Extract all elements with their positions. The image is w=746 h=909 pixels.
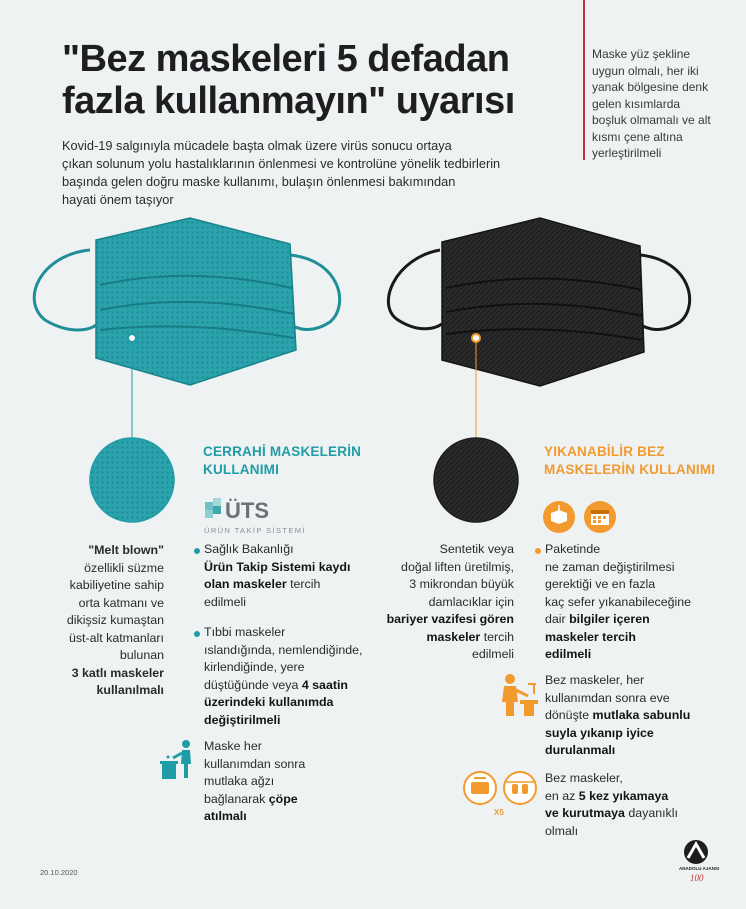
uts-subtitle: ÜRÜN TAKİP SİSTEMİ bbox=[204, 526, 306, 535]
side-note-line: uygun olmalı, her iki bbox=[592, 63, 699, 78]
x5-label: X5 bbox=[494, 808, 504, 817]
text-line: doğal liften üretilmiş, bbox=[401, 559, 514, 574]
text-bold: 5 kez yıkamaya bbox=[578, 788, 669, 803]
text-bold: durulanmalı bbox=[545, 743, 616, 757]
cloth-title-line: YIKANABİLİR BEZ bbox=[544, 444, 665, 459]
handwash-icon bbox=[498, 672, 540, 718]
text-bold: olan maskeler bbox=[204, 577, 287, 591]
melt-blown-line: bulunan bbox=[119, 648, 164, 662]
text-bold: maskeler bbox=[426, 629, 481, 644]
page-title bbox=[62, 38, 572, 122]
cloth-item-2 bbox=[545, 672, 735, 760]
side-note-line: kısmı çene altına bbox=[592, 129, 683, 144]
text-line: 3 mikrondan büyük bbox=[409, 577, 514, 591]
text-line: ne zaman değiştirilmesi bbox=[545, 559, 675, 574]
text-bold: atılmalı bbox=[204, 809, 247, 823]
melt-blown-line: 3 katlı maskeler bbox=[71, 665, 164, 680]
melt-blown-line: kabiliyetine sahip bbox=[69, 578, 164, 592]
surgical-title-line: CERRAHİ MASKELERİN bbox=[203, 444, 362, 459]
text-line: Maske her bbox=[204, 739, 262, 753]
dry-icon bbox=[504, 772, 536, 804]
text-line: bağlanarak bbox=[204, 791, 269, 806]
intro-line: başında gelen doğru maske kullanımı, bulaşın önlenmesi bakımından bbox=[62, 174, 456, 189]
text-line: kullanımdan sonra bbox=[204, 756, 306, 771]
text-line: gerektiği ve en fazla bbox=[545, 577, 656, 591]
text-line: olmalı bbox=[545, 823, 579, 838]
title-line-1: "Bez maskeleri 5 defadan bbox=[62, 38, 510, 80]
cloth-item-1 bbox=[545, 541, 735, 664]
melt-blown-line: özellikli süzme bbox=[84, 560, 164, 575]
text-line: edilmeli bbox=[471, 647, 514, 661]
uts-logo-text: ÜTS bbox=[225, 498, 269, 523]
surgical-item-2 bbox=[204, 624, 384, 729]
melt-blown-line: dikişsiz kumaştan bbox=[66, 613, 164, 627]
side-note-line: yanak bölgesine denk bbox=[592, 80, 709, 94]
melt-blown-text bbox=[40, 542, 164, 700]
text-line: kirlendiğinde, yere bbox=[204, 660, 305, 674]
text-line: tercih bbox=[480, 629, 514, 644]
surgical-item-1 bbox=[204, 541, 374, 611]
teal-fabric-zoom bbox=[90, 438, 174, 522]
text-bold: edilmeli bbox=[545, 647, 592, 661]
text-line: kaç sefer yıkanabileceğine bbox=[545, 594, 692, 609]
melt-blown-line: üst-alt katmanları bbox=[68, 630, 164, 645]
melt-blown-line: "Melt blown" bbox=[88, 543, 164, 557]
agency-name: ANADOLU AJANSI bbox=[679, 866, 720, 871]
text-line: Tıbbi maskeler bbox=[204, 625, 286, 639]
wash-dry-icons bbox=[462, 770, 538, 818]
side-note-line: gelen kısımlarda bbox=[592, 96, 681, 111]
masks-illustration bbox=[0, 210, 746, 530]
intro-line: hayati önem taşıyor bbox=[62, 192, 174, 207]
text-line: damlacıklar için bbox=[428, 594, 514, 609]
uts-logo bbox=[203, 496, 293, 526]
mask-hanger-icon bbox=[542, 500, 618, 534]
text-line: dayanıklı bbox=[624, 806, 678, 820]
text-line: Bez maskeler, bbox=[545, 771, 623, 785]
dark-fabric-zoom bbox=[434, 438, 518, 522]
text-line: en az bbox=[545, 788, 579, 803]
cloth-section-title bbox=[544, 443, 715, 479]
intro-line: Kovid-19 salgınıyla mücadele başta olmak üzere virüs sonucu ortaya bbox=[62, 138, 452, 153]
text-bold: değiştirilmeli bbox=[204, 712, 281, 727]
teal-ear-loop-left bbox=[34, 250, 96, 330]
text-line: dönüşte bbox=[545, 708, 593, 722]
surgical-title-line: KULLANIMI bbox=[203, 462, 280, 477]
text-bold: üzerindeki kullanımda bbox=[204, 695, 334, 709]
text-bold: çöpe bbox=[268, 791, 298, 806]
text-bold: maskeler tercih bbox=[545, 629, 636, 644]
text-bold: suyla yıkanıp iyice bbox=[545, 725, 654, 740]
text-bold: ve kurutmaya bbox=[545, 806, 625, 820]
date-label: 20.10.2020 bbox=[40, 868, 78, 877]
dark-ear-loop-right bbox=[638, 255, 690, 330]
surgical-section-title bbox=[203, 443, 361, 479]
dark-mask bbox=[442, 218, 644, 386]
text-line: ıslandığında, nemlendiğinde, bbox=[204, 642, 363, 657]
surgical-item-3 bbox=[204, 738, 334, 826]
melt-blown-line: orta katmanı ve bbox=[78, 595, 164, 610]
bullet-dot bbox=[194, 548, 200, 554]
bullet-dot bbox=[535, 548, 541, 554]
text-line: mutlaka ağzı bbox=[204, 774, 275, 788]
text-line: edilmeli bbox=[204, 594, 247, 609]
text-bold: 4 saatin bbox=[301, 677, 348, 692]
side-note bbox=[592, 46, 722, 162]
anniversary-label: 100 bbox=[690, 873, 704, 883]
side-accent-line bbox=[583, 0, 585, 160]
text-line: Sentetik veya bbox=[439, 542, 514, 556]
side-note-line: yerleştirilmeli bbox=[592, 146, 662, 160]
cloth-title-line: MASKELERİN KULLANIMI bbox=[544, 462, 716, 477]
trash-person-icon bbox=[158, 738, 198, 780]
intro-line: çıkan solunum yolu hastalıklarının önlenmesi ve kontrolüne yönelik tedbirlerin bbox=[62, 156, 501, 171]
aa-logo-icon bbox=[676, 838, 726, 888]
melt-blown-line: kullanılmalı bbox=[96, 683, 164, 697]
title-line-2: fazla kullanmayın" uyarısı bbox=[62, 80, 515, 122]
text-line: Sağlık Bakanlığı bbox=[204, 542, 294, 556]
text-line: Bez maskeler, her bbox=[545, 673, 645, 687]
text-line: Paketinde bbox=[545, 542, 601, 556]
synthetic-text bbox=[366, 541, 514, 664]
text-bold: Ürün Takip Sistemi kaydı bbox=[204, 559, 351, 574]
cloth-item-3 bbox=[545, 770, 735, 840]
teal-ear-loop-right bbox=[288, 255, 340, 330]
text-bold: bilgiler içeren bbox=[569, 612, 650, 626]
side-note-line: boşluk olmamalı ve alt bbox=[592, 113, 711, 127]
dark-ear-loop-left bbox=[388, 250, 442, 329]
text-bold: bariyer vazifesi gören bbox=[386, 612, 514, 626]
intro-text bbox=[62, 137, 532, 209]
bullet-dot bbox=[194, 631, 200, 637]
text-bold: mutlaka sabunlu bbox=[592, 708, 691, 722]
text-line: dair bbox=[545, 612, 570, 626]
text-line: tercih bbox=[286, 577, 321, 591]
text-line: kullanımdan sonra eve bbox=[545, 690, 670, 705]
text-line: düştüğünde veya bbox=[204, 677, 302, 692]
side-note-line: Maske yüz şekline bbox=[592, 47, 691, 61]
